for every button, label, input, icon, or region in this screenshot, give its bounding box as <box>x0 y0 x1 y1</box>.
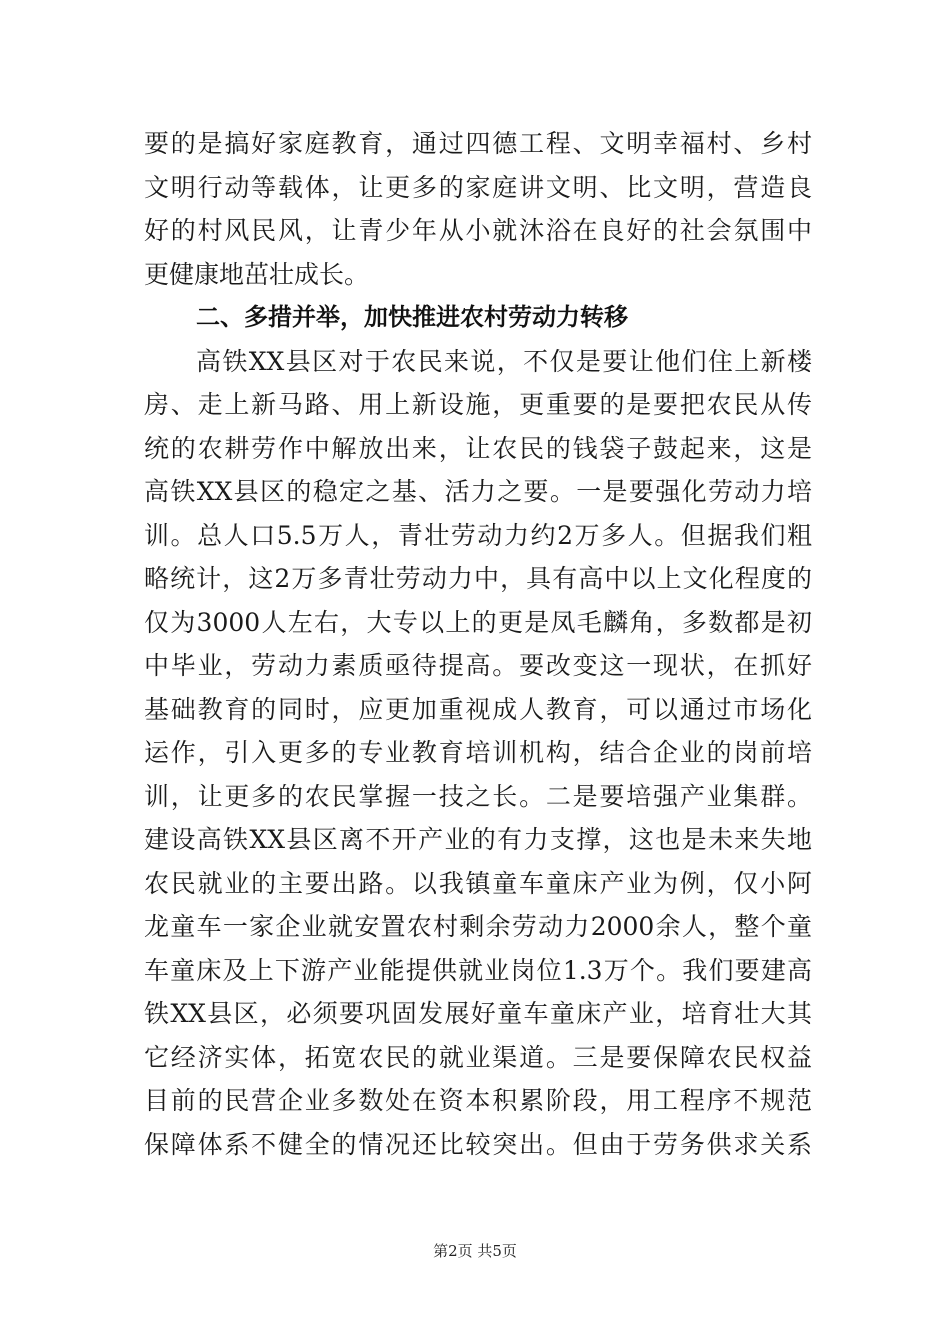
text-line: 建设高铁XX县区离不开产业的有力支撑，这也是未来失地 <box>144 825 812 854</box>
text-line: 高铁XX县区对于农民来说，不仅是要让他们住上新楼 <box>196 346 812 376</box>
text-line: 中毕业，劳动力素质亟待提高。要改变这一现状，在抓好 <box>144 651 812 680</box>
text-line: 训，让更多的农民掌握一技之长。二是要培强产业集群。 <box>144 781 812 811</box>
text-line: 略统计，这2万多青壮劳动力中，具有高中以上文化程度的 <box>144 564 812 593</box>
page-footer: 第2页 共5页 <box>433 1242 517 1260</box>
text-line: 基础教育的同时，应更加重视成人教育，可以通过市场化 <box>144 694 812 724</box>
text-line: 好的村风民风，让青少年从小就沐浴在良好的社会氛围中 <box>144 216 812 245</box>
text-line: 文明行动等载体，让更多的家庭讲文明、比文明，营造良 <box>144 172 812 202</box>
text-line: 车童床及上下游产业能提供就业岗位1.3万个。我们要建高 <box>144 955 812 985</box>
text-line: 要的是搞好家庭教育，通过四德工程、文明幸福村、乡村 <box>144 129 812 158</box>
text-line: 更健康地茁壮成长。 <box>144 259 370 289</box>
text-line: 房、走上新马路、用上新设施，更重要的是要把农民从传 <box>144 390 812 419</box>
text-line: 铁XX县区，必须要巩固发展好童车童床产业，培育壮大其 <box>144 999 812 1028</box>
text-line: 保障体系不健全的情况还比较突出。但由于劳务供求关系 <box>144 1129 812 1159</box>
text-line: 目前的民营企业多数处在资本积累阶段，用工程序不规范 <box>144 1086 812 1115</box>
text-line: 高铁XX县区的稳定之基、活力之要。一是要强化劳动力培 <box>144 477 812 506</box>
text-line: 运作，引入更多的专业教育培训机构，结合企业的岗前培 <box>144 738 812 767</box>
text-line: 统的农耕劳作中解放出来，让农民的钱袋子鼓起来，这是 <box>144 433 812 463</box>
section-heading: 二、多措并举，加快推进农村劳动力转移 <box>196 303 628 331</box>
text-line: 农民就业的主要出路。以我镇童车童床产业为例，仅小阿 <box>144 868 812 898</box>
text-line: 龙童车一家企业就安置农村剩余劳动力2000余人，整个童 <box>144 912 812 941</box>
text-line: 它经济实体，拓宽农民的就业渠道。三是要保障农民权益 <box>144 1042 812 1072</box>
text-line: 训。总人口5.5万人，青壮劳动力约2万多人。但据我们粗 <box>144 520 812 550</box>
body-text <box>144 122 812 1166</box>
text-line: 仅为3000人左右，大专以上的更是凤毛麟角，多数都是初 <box>144 607 812 637</box>
